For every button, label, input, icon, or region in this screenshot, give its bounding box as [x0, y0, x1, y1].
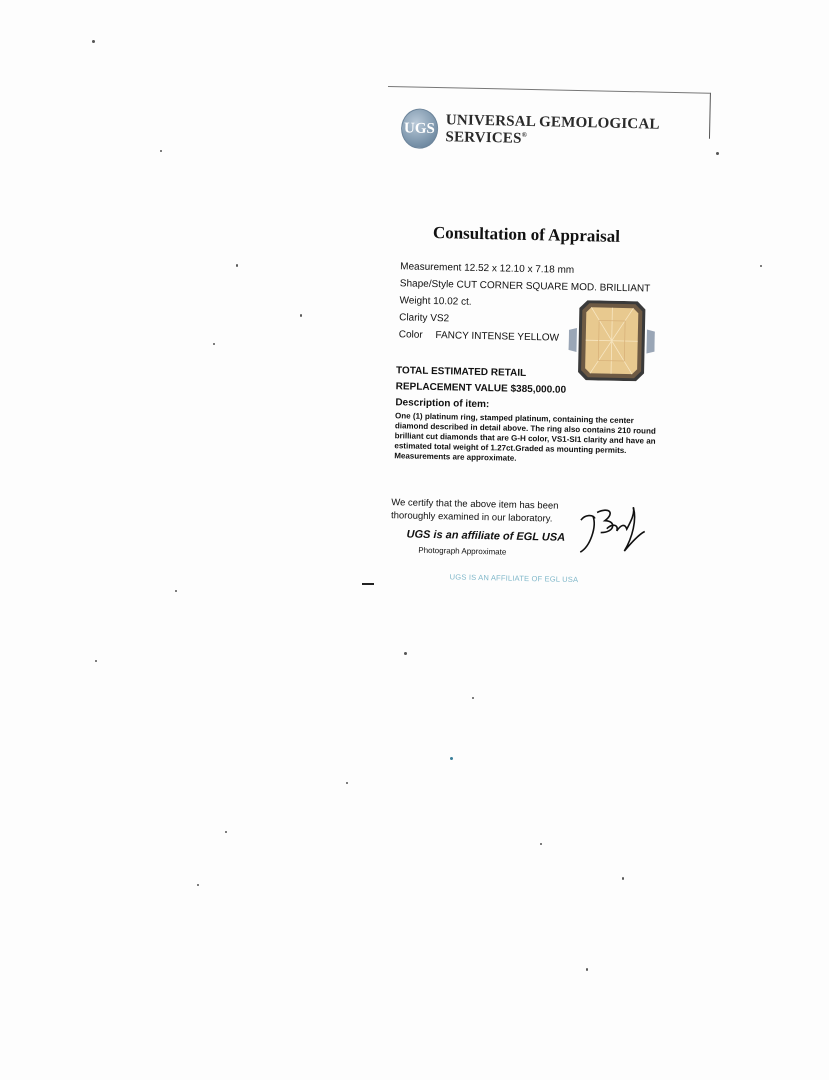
company-name [445, 112, 717, 152]
scan-speck [213, 343, 215, 345]
affiliate-footer: UGS IS AN AFFILIATE OF EGL USA [449, 572, 579, 585]
document-title: Consultation of Appraisal [432, 222, 621, 246]
appraisal-card [377, 86, 718, 603]
retail-value: $385,000.00 [510, 383, 567, 396]
scan-speck [760, 265, 762, 267]
scan-speck [450, 757, 453, 760]
measurement-value: 12.52 x 12.10 x 7.18 mm [464, 262, 575, 276]
affiliate-text: UGS is an affiliate of EGL USA [406, 528, 566, 544]
clarity-label: Clarity [399, 312, 428, 324]
shape-label: Shape/Style [399, 278, 454, 291]
scan-speck [404, 652, 407, 655]
scan-speck [225, 831, 227, 833]
certify-text: We certify that the above item has been thoroughly examined in our laboratory. [390, 497, 559, 525]
scan-dash-mark [362, 583, 374, 585]
ring-shank-right [646, 329, 655, 353]
ugs-logo [401, 108, 438, 149]
ring-photo [568, 300, 656, 382]
scan-speck [300, 314, 302, 317]
scan-speck [586, 968, 588, 971]
ring-shank-left [568, 328, 577, 352]
measurement-label: Measurement [400, 261, 462, 274]
scan-speck [175, 590, 177, 592]
scan-speck [236, 264, 238, 267]
scan-speck [92, 40, 95, 43]
photo-note: Photograph Approximate [418, 545, 507, 557]
handwritten-signature [574, 502, 647, 557]
weight-label: Weight [399, 295, 431, 307]
description-heading: Description of item: [395, 397, 490, 411]
company-name-text: UNIVERSAL GEMOLOGICAL SERVICES [445, 112, 659, 147]
company-header [401, 108, 718, 155]
weight-value: 10.02 ct. [433, 295, 472, 308]
retail-line-1: TOTAL ESTIMATED RETAIL [395, 365, 527, 379]
clarity-value: VS2 [430, 312, 450, 325]
scan-speck [95, 660, 97, 662]
color-label: Color [398, 329, 423, 341]
registered-mark: ® [521, 130, 528, 139]
description-text: One (1) platinum ring, stamped platinum, containing the center diamond described in detail above. The ring also contains 210 round brilliant cut diamonds that are G-H color, VS1-SI1 clarity and have an estimated total weight of 1.27ct.Graded as mounting permits. Measurements are approximate. [394, 411, 656, 463]
scan-speck [622, 877, 624, 880]
scan-speck [472, 697, 474, 699]
color-value: FANCY INTENSE YELLOW [435, 330, 560, 344]
scan-speck [346, 782, 348, 784]
scan-speck [160, 150, 162, 152]
retail-value-block [395, 363, 566, 415]
scan-speck [540, 843, 542, 845]
card-top-border [388, 86, 710, 94]
scan-speck [197, 884, 199, 886]
logo-initials: UGS [403, 119, 435, 137]
retail-label: REPLACEMENT VALUE [395, 381, 508, 395]
shape-value: CUT CORNER SQUARE MOD. BRILLIANT [456, 279, 651, 295]
